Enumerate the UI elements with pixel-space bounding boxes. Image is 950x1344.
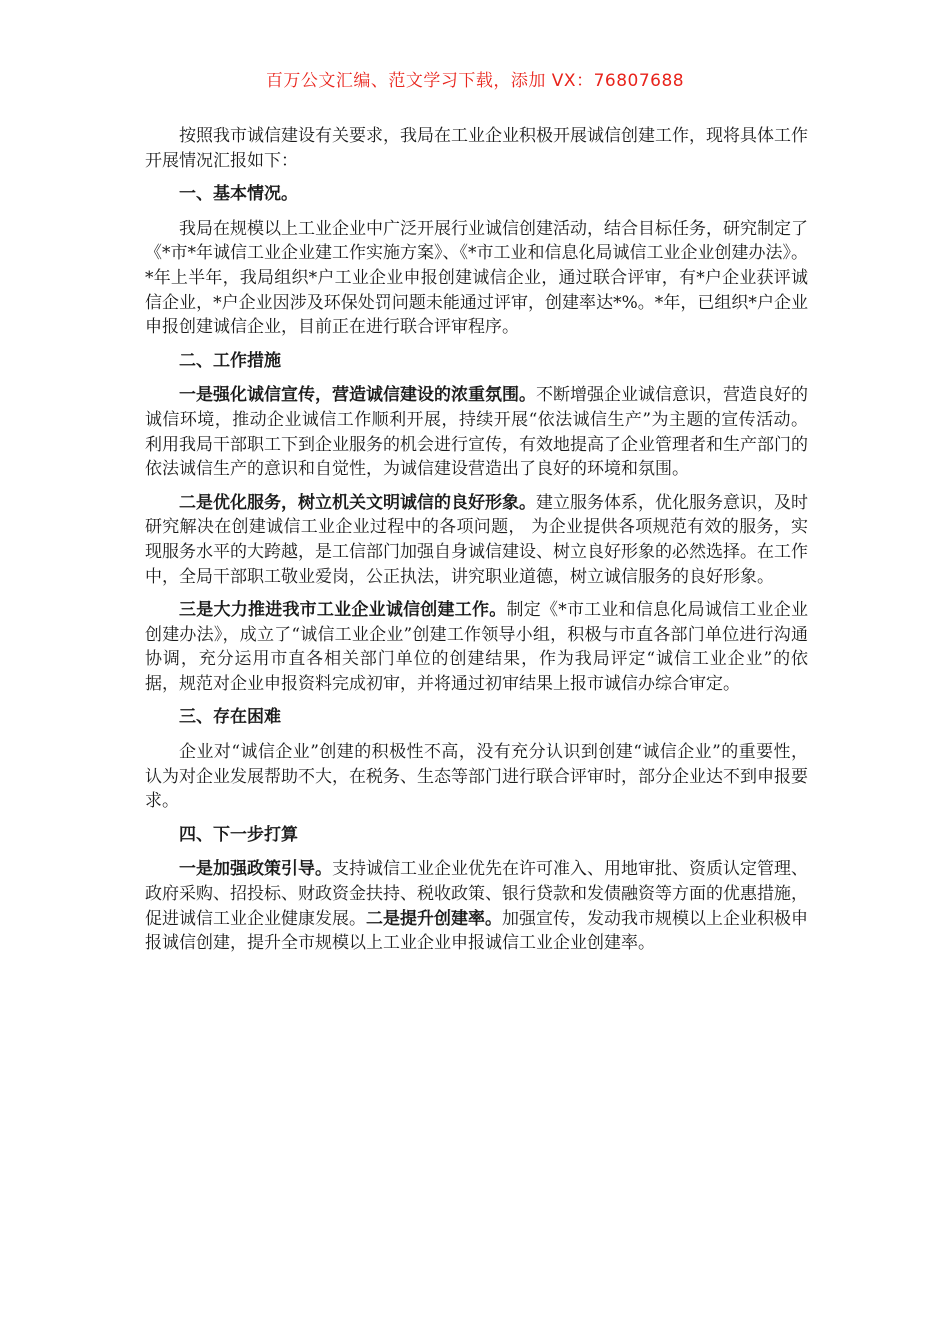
plan-paragraph <box>145 857 808 955</box>
measure-1-text: 不断增强企业诚信意识，营造良好的诚信环境，推动企业诚信工作顺利开展，持续开展“依法诚信生产”为主题的宣传活动。利用我局干部职工下到企业服务的机会进行宣传，有效地提高了企业管理者和生产部门的依法诚信生产的意识和自觉性，为诚信建设营造出了良好的环境和氛围。 <box>145 385 808 480</box>
plan-2-lead: 二是提升创建率。 <box>366 908 502 929</box>
measure-3-paragraph <box>145 598 808 696</box>
measure-3-lead: 三是大力推进我市工业企业诚信创建工作。 <box>179 600 507 621</box>
measure-2-lead: 二是优化服务，树立机关文明诚信的良好形象。 <box>179 492 536 513</box>
document-body <box>145 124 808 965</box>
section-2-heading: 二、工作措施 <box>179 350 281 371</box>
plan-2-text: 加强宣传，发动我市规模以上企业积极申报诚信创建，提升全市规模以上工业企业申报诚信工业企业创建率。 <box>145 908 808 954</box>
intro-paragraph: 按照我市诚信建设有关要求，我局在工业企业积极开展诚信创建工作，现将具体工作开展情况汇报如下： <box>145 126 808 171</box>
measure-2-paragraph <box>145 491 808 589</box>
plan-1-lead: 一是加强政策引导。 <box>179 859 332 880</box>
section-3-heading: 三、存在困难 <box>179 707 281 728</box>
section-4-heading: 四、下一步打算 <box>179 824 298 845</box>
measure-1-paragraph <box>145 383 808 481</box>
measure-3-text: 制定《*市工业和信息化局诚信工业企业创建办法》，成立了“诚信工业企业”创建工作领导小组，积极与市直各部门单位进行沟通协调，充分运用市直各相关部门单位的创建结果，作为我局评定“诚信工业企业”的依据，规范对企业申报资料完成初审，并将通过初审结果上报市诚信办综合审定。 <box>145 600 809 694</box>
section-3-paragraph: 企业对“诚信企业”创建的积极性不高，没有充分认识到创建“诚信企业”的重要性，认为对企业发展帮助不大，在税务、生态等部门进行联合评审时，部分企业达不到申报要求。 <box>145 742 808 812</box>
measure-1-lead: 一是强化诚信宣传，营造诚信建设的浓重氛围。 <box>179 385 536 406</box>
section-1-heading: 一、基本情况。 <box>179 184 298 205</box>
measure-2-text: 建立服务体系，优化服务意识，及时研究解决在创建诚信工业企业过程中的各项问题， 为企业提供各项规范有效的服务，实现服务水平的大跨越，是工信部门加强自身诚信建设、树立良好形象的必然选择。在工作中，全局干部职工敬业爱岗，公正执法，讲究职业道德，树立诚信服务的良好形象。 <box>145 492 808 587</box>
watermark-header: 百万公文汇编、范文学习下载，添加 VX：76807688 <box>265 71 685 91</box>
section-1-paragraph: 我局在规模以上工业企业中广泛开展行业诚信创建活动，结合目标任务，研究制定了《*市*年诚信工业企业建工作实施方案》、《*市工业和信息化局诚信工业企业创建办法》。*年上半年，我局组织*户工业企业申报创建诚信企业，通过联合评审，有*户企业获评诚信企业，*户企业因涉及环保处罚问题未能通过评审，创建率达*%。*年，已组织*户企业申报创建诚信企业，目前正在进行联合评审程序。 <box>145 218 808 338</box>
plan-1-text: 支持诚信工业企业优先在许可准入、用地审批、资质认定管理、政府采购、招投标、财政资金扶持、税收政策、银行贷款和发债融资等方面的优惠措施，促进诚信工业企业健康发展。 <box>145 859 808 929</box>
